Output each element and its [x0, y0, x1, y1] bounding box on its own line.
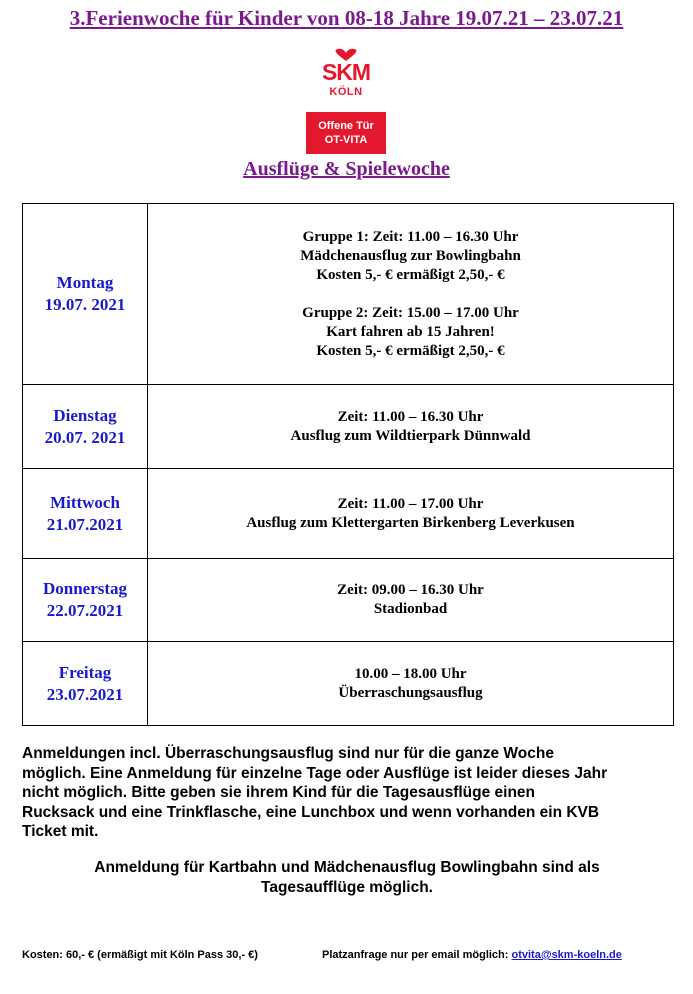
day-date: 19.07. 2021 — [44, 295, 126, 314]
notice-line: Rucksack und eine Trinkflasche, eine Lunchbox und wenn vorhanden ein KVB — [22, 803, 600, 821]
notice-line: nicht möglich. Bitte geben sie ihrem Kind für die Tagesausflüge einen — [22, 784, 536, 801]
badge-line-1: Offene Tür — [318, 120, 374, 132]
day-name: Freitag — [58, 662, 112, 682]
day-name: Montag — [56, 273, 114, 292]
logo-brand: SKM — [321, 59, 371, 85]
activity-line: Mädchenausflug zur Bowlingbahn — [300, 247, 521, 264]
activity-line: Kosten 5,- € ermäßigt 2,50,- € — [316, 342, 505, 359]
badge-line-2: OT-VITA — [324, 134, 368, 146]
day-name: Dienstag — [53, 405, 117, 425]
activity-cell — [148, 204, 674, 385]
email-link[interactable]: otvita@skm-koeln.de — [511, 949, 622, 961]
activity-line: Überraschungsausflug — [338, 684, 483, 701]
activity-cell — [148, 642, 674, 726]
notice-line: möglich. Eine Anmeldung für einzelne Tage oder Ausflüge ist leider dieses Jahr — [22, 764, 608, 782]
footer-costs: Kosten: 60,- € (ermäßigt mit Köln Pass 30,- €) — [22, 949, 258, 961]
footer-contact — [322, 949, 622, 961]
table-row — [23, 204, 674, 385]
activity-cell — [148, 469, 674, 559]
day-cell — [23, 204, 148, 385]
day-date: 22.07.2021 — [46, 601, 124, 620]
notice-line: Ticket mit. — [22, 823, 99, 840]
page-subtitle: Ausflüge & Spielewoche — [243, 158, 450, 180]
activity-line: Kart fahren ab 15 Jahren! — [326, 323, 495, 340]
exception-notice — [22, 858, 672, 897]
activity-line: Gruppe 1: Zeit: 11.00 – 16.30 Uhr — [302, 228, 519, 245]
table-row — [23, 559, 674, 642]
activity-cell — [148, 559, 674, 642]
table-row — [23, 385, 674, 469]
notice-line: Anmeldungen incl. Überraschungsausflug sind nur für die ganze Woche — [22, 745, 554, 762]
day-name: Mittwoch — [50, 492, 120, 512]
logo-city: KÖLN — [329, 86, 363, 98]
activity-line: Kosten 5,- € ermäßigt 2,50,- € — [316, 266, 505, 283]
activity-line: Stadionbad — [373, 601, 448, 617]
day-date: 20.07. 2021 — [44, 427, 126, 447]
day-name: Donnerstag — [42, 579, 128, 598]
notice-line: Anmeldung für Kartbahn und Mädchenausflug Bowlingbahn sind als — [94, 859, 600, 876]
activity-line: Ausflug zum Klettergarten Birkenberg Leverkusen — [246, 514, 575, 531]
activity-line: Gruppe 2: Zeit: 15.00 – 17.00 Uhr — [302, 304, 519, 321]
day-cell — [23, 469, 148, 559]
table-row — [23, 469, 674, 559]
day-date: 21.07.2021 — [46, 514, 124, 534]
day-cell — [23, 385, 148, 469]
ot-vita-badge — [306, 112, 386, 154]
skm-logo — [306, 48, 386, 156]
activity-line: 10.00 – 18.00 Uhr — [354, 665, 467, 682]
day-cell — [23, 559, 148, 642]
notice-line: Tagesaufflüge möglich. — [261, 878, 433, 896]
day-cell — [23, 642, 148, 726]
activity-line: Zeit: 09.00 – 16.30 Uhr — [337, 582, 484, 598]
schedule-table — [22, 203, 674, 726]
contact-label: Platzanfrage nur per email möglich: — [322, 949, 512, 961]
page-title: 3.Ferienwoche für Kinder von 08-18 Jahre 19.07.21 – 23.07.21 — [69, 6, 624, 30]
activity-cell — [148, 385, 674, 469]
table-row — [23, 642, 674, 726]
day-date: 23.07.2021 — [46, 684, 124, 704]
activity-line: Zeit: 11.00 – 16.30 Uhr — [337, 408, 484, 425]
activity-line: Zeit: 11.00 – 17.00 Uhr — [337, 495, 484, 512]
activity-line: Ausflug zum Wildtierpark Dünnwald — [290, 427, 531, 444]
registration-notice — [22, 744, 672, 842]
